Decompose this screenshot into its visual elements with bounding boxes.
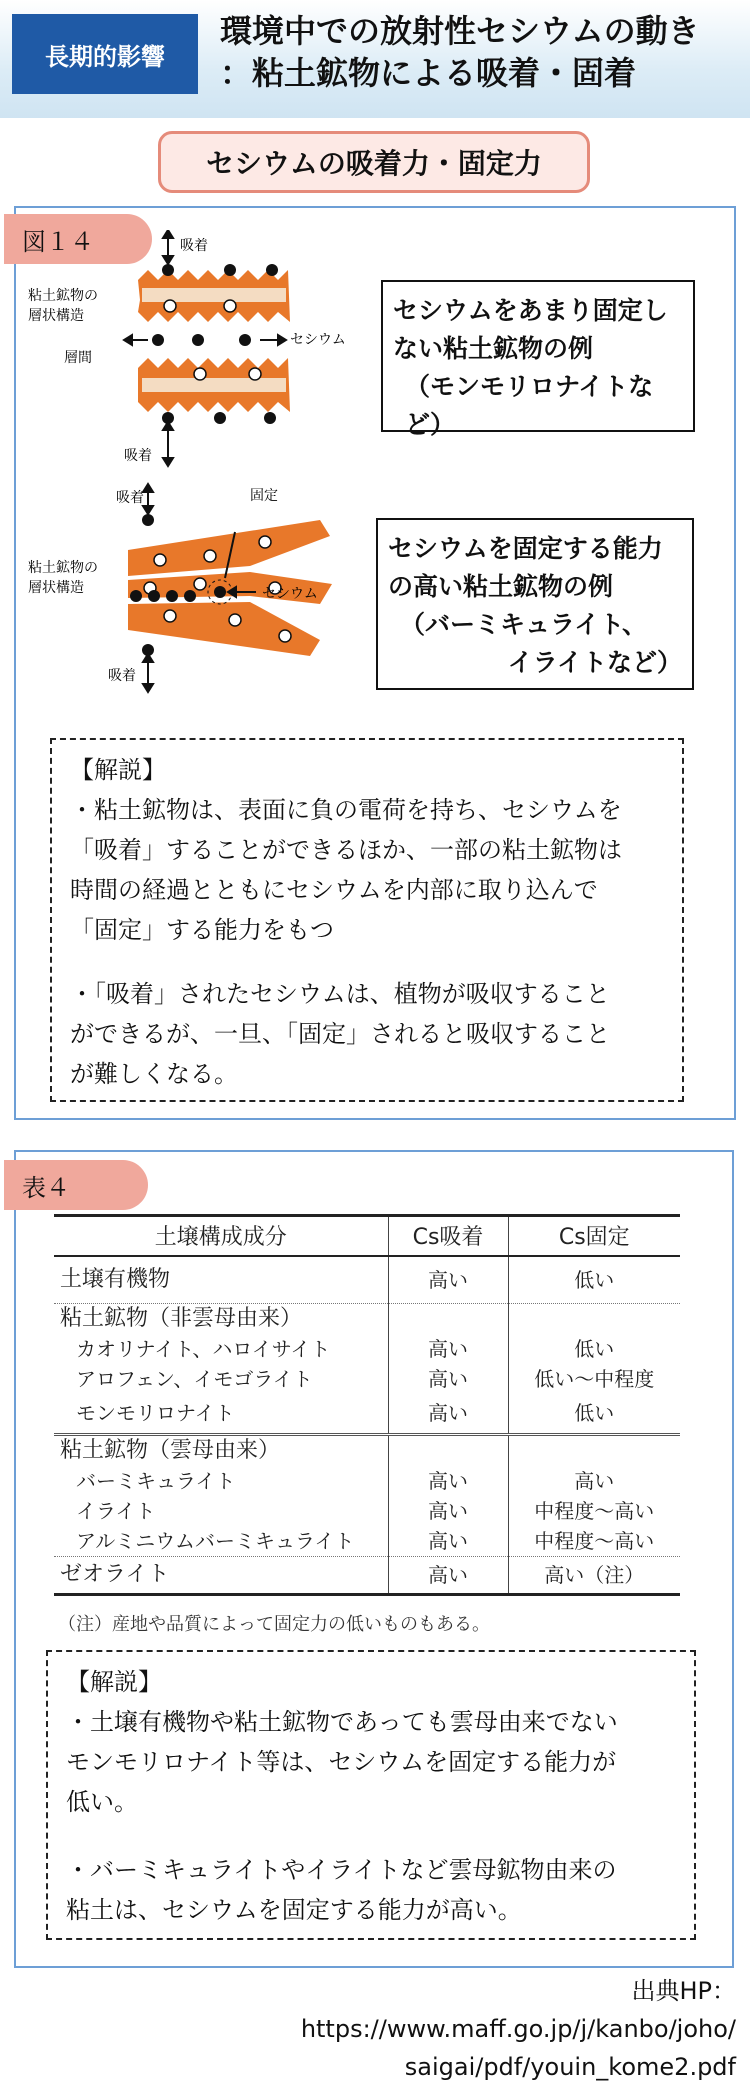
section-title: セシウムの吸着力・固定力 xyxy=(158,131,590,193)
table-row xyxy=(54,1256,680,1304)
clay-inner-band-lower xyxy=(142,378,286,392)
label-layer-1: 粘土鉱物の xyxy=(28,288,98,304)
clay-diagram-high-fixation xyxy=(20,480,370,700)
table-cell: アルミニウムバーミキュライト xyxy=(76,1528,355,1553)
label-adsorb-bottom: 吸着 xyxy=(108,668,136,684)
note-line: ・「吸着」されたセシウムは、植物が吸収すること xyxy=(70,980,610,1008)
table-cell: 高い xyxy=(388,1364,508,1394)
table4-tag: 表４ xyxy=(4,1160,148,1210)
page-title-line2: ：粘土鉱物による吸着・固着 xyxy=(220,54,637,92)
box1-line1: セシウムをあまり固定し xyxy=(393,296,668,325)
box1-line3: （モンモリロナイトなど） xyxy=(405,372,654,439)
box1-line2: ない粘土鉱物の例 xyxy=(393,334,594,363)
clay-diagram-low-fixation xyxy=(20,230,360,470)
note-head: 【解説】 xyxy=(66,1668,162,1696)
table-row xyxy=(54,1364,680,1394)
source-url-line1[interactable]: https://www.maff.go.jp/j/kanbo/joho/ xyxy=(300,2015,736,2043)
table-cell: 中程度～高い xyxy=(508,1496,680,1526)
table-row xyxy=(54,1434,680,1466)
soil-cesium-table xyxy=(54,1214,680,1596)
label-adsorb-top: 吸着 xyxy=(116,490,144,506)
box2-line1: セシウムを固定する能力 xyxy=(388,534,663,563)
figure14-explanation xyxy=(50,738,684,1102)
source-label: 出典HP： xyxy=(631,1977,736,2005)
figure14-tag: 図１４ xyxy=(4,214,152,264)
col-header: 土壌構成成分 xyxy=(54,1216,388,1256)
note-line: 「固定」する能力をもつ xyxy=(70,916,334,944)
page-header xyxy=(0,0,750,118)
clay-wedge-lower xyxy=(128,602,320,656)
table-cell xyxy=(388,1434,508,1466)
table-row xyxy=(54,1496,680,1526)
table-cell: 低い xyxy=(508,1256,680,1304)
table-header-row xyxy=(54,1216,680,1256)
table-cell: 高い xyxy=(388,1256,508,1304)
clay-wedge-upper xyxy=(128,520,330,576)
table4-explanation xyxy=(46,1650,696,1940)
table-cell: 高い xyxy=(388,1526,508,1557)
table-row xyxy=(54,1304,680,1335)
table-cell: 高い xyxy=(508,1466,680,1496)
table-cell xyxy=(508,1434,680,1466)
table-row xyxy=(54,1556,680,1594)
note-head: 【解説】 xyxy=(70,756,166,784)
box2-line4: イライトなど） xyxy=(507,648,682,677)
col-header: Cs固定 xyxy=(508,1216,680,1256)
category-badge: 長期的影響 xyxy=(12,14,198,94)
table-footnote: （注）産地や品質によって固定力の低いものもある。 xyxy=(58,1614,490,1635)
note-line: 低い。 xyxy=(66,1788,138,1816)
table-cell xyxy=(508,1304,680,1335)
table-cell xyxy=(388,1304,508,1335)
label-layer-1: 粘土鉱物の xyxy=(28,560,98,576)
table-cell: 低い xyxy=(508,1394,680,1434)
table-cell: アロフェン、イモゴライト xyxy=(76,1367,313,1391)
label-cesium: セシウム xyxy=(290,332,346,348)
note-line: 粘土は、セシウムを固定する能力が高い。 xyxy=(66,1896,522,1924)
table-cell: 高い（注） xyxy=(508,1556,680,1594)
label-layer-2: 層状構造 xyxy=(28,308,84,324)
table-cell: 中程度～高い xyxy=(508,1526,680,1557)
table-cell: モンモリロナイト xyxy=(76,1401,235,1426)
col-header: Cs吸着 xyxy=(388,1216,508,1256)
page-title xyxy=(220,10,700,94)
note-line: ・粘土鉱物は、表面に負の電荷を持ち、セシウムを xyxy=(70,796,622,824)
table-row xyxy=(54,1526,680,1557)
label-fix: 固定 xyxy=(250,488,278,504)
table-cell: 粘土鉱物（雲母由来） xyxy=(54,1434,388,1466)
table-cell: イライト xyxy=(76,1498,156,1523)
table-row xyxy=(54,1334,680,1364)
box2-line2: の高い粘土鉱物の例 xyxy=(388,572,614,601)
page-title-line1: 環境中での放射性セシウムの動き xyxy=(220,12,700,50)
table-cell: バーミキュライト xyxy=(76,1468,236,1493)
table-cell: 高い xyxy=(388,1496,508,1526)
table-row xyxy=(54,1394,680,1434)
table-cell: 低い～中程度 xyxy=(508,1364,680,1394)
label-adsorb-bottom: 吸着 xyxy=(124,448,152,464)
table-row xyxy=(54,1466,680,1496)
note-line: 時間の経過とともにセシウムを内部に取り込んで xyxy=(70,876,598,904)
note-line: 「吸着」することができるほか、一部の粘土鉱物は xyxy=(70,836,622,864)
label-cesium: セシウム xyxy=(262,586,318,602)
table-cell: 低い xyxy=(508,1334,680,1364)
source-url-line2[interactable]: saigai/pdf/youin_kome2.pdf xyxy=(404,2053,736,2081)
table-cell: 高い xyxy=(388,1466,508,1496)
note-line: ・土壌有機物や粘土鉱物であっても雲母由来でない xyxy=(66,1708,618,1736)
label-adsorb-top: 吸着 xyxy=(180,238,208,254)
source-citation xyxy=(301,1972,736,2086)
table-cell: カオリナイト、ハロイサイト xyxy=(76,1337,331,1361)
table-cell: 高い xyxy=(388,1334,508,1364)
box2-line3: （バーミキュライト、 xyxy=(400,610,648,639)
label-interlayer: 層間 xyxy=(64,350,92,366)
example-box-low-fixation xyxy=(381,280,695,439)
adsorb-arrows xyxy=(124,230,286,466)
note-line: モンモリロナイト等は、セシウムを固定する能力が xyxy=(66,1748,617,1776)
table-cell: 粘土鉱物（非雲母由来） xyxy=(54,1304,388,1335)
label-layer-2: 層状構造 xyxy=(28,580,84,596)
note-line: が難しくなる。 xyxy=(70,1060,238,1088)
table-cell: 土壌有機物 xyxy=(60,1266,171,1292)
clay-inner-band-upper xyxy=(142,288,286,302)
example-box-high-fixation xyxy=(376,518,694,690)
table-cell: 高い xyxy=(388,1394,508,1434)
note-line: ができるが、一旦、「固定」されると吸収すること xyxy=(70,1020,610,1048)
table-cell: ゼオライト xyxy=(54,1556,388,1594)
table-cell: 高い xyxy=(388,1556,508,1594)
note-line: ・バーミキュライトやイライトなど雲母鉱物由来の xyxy=(66,1856,617,1884)
